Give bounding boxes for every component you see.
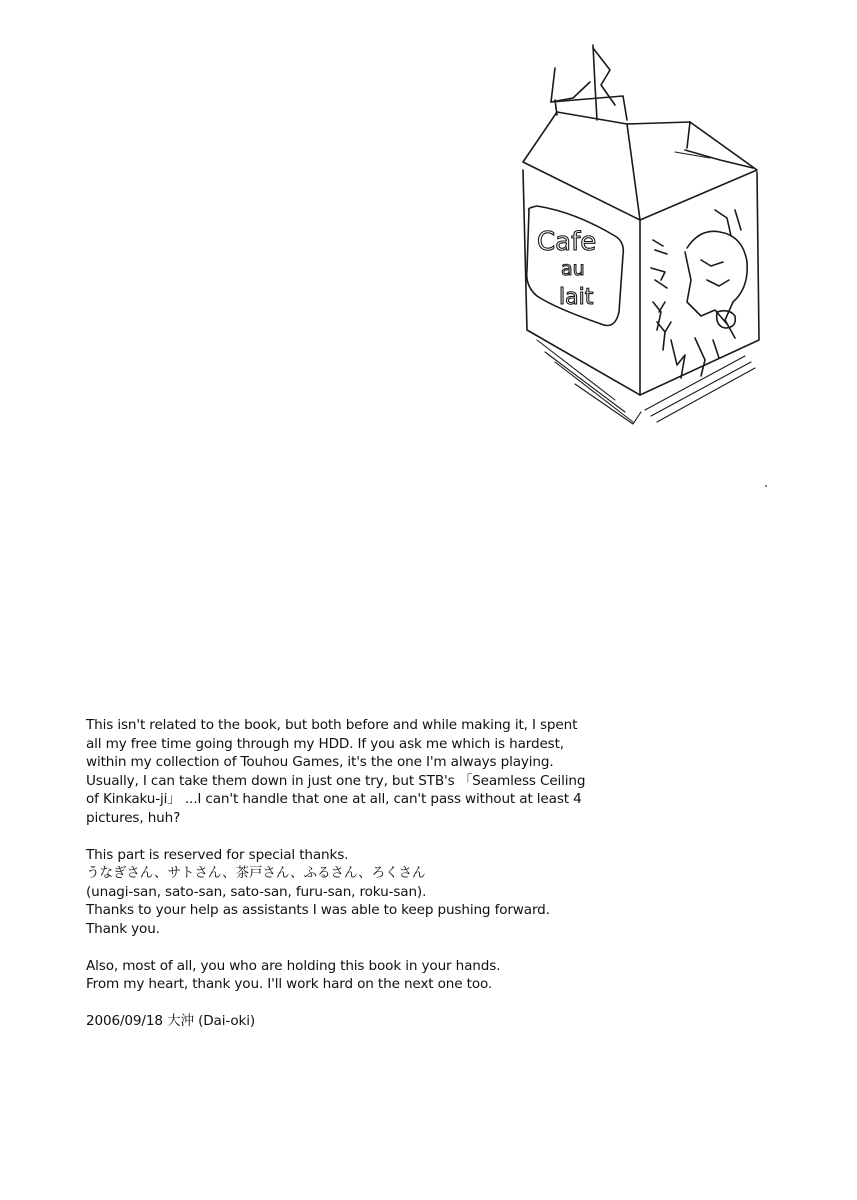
svg-text:au: au <box>561 258 585 280</box>
afterword <box>86 716 646 1049</box>
signature-text: 2006/09/18 大沖 (Dai-oki) <box>86 1013 256 1029</box>
text-line: This part is reserved for special thanks. <box>86 846 349 863</box>
text-line: Thanks to your help as assistants I was able to keep pushing forward. <box>86 902 550 918</box>
text-line: Thank you. <box>86 920 160 937</box>
afterword-paragraph-hdd <box>86 716 646 827</box>
text-line: (unagi-san, sato-san, sato-san, furu-san, roku-san). <box>86 883 427 900</box>
text-line: Also, most of all, you who are holding this book in your hands. <box>86 957 501 974</box>
text-line: of Kinkaku-ji」 ...I can't handle that one at all, can't pass without at least 4 <box>86 791 582 807</box>
text-line: within my collection of Touhou Games, it's the one I'm always playing. <box>86 754 554 770</box>
afterword-paragraph-reader <box>86 957 646 994</box>
text-line: This isn't related to the book, but both before and while making it, I spent <box>86 717 578 733</box>
cafe-au-lait-carton-sketch <box>515 40 765 425</box>
stray-ink-dot <box>765 485 767 487</box>
afterword-paragraph-thanks <box>86 846 646 939</box>
text-line: From my heart, thank you. I'll work hard on the next one too. <box>86 976 493 992</box>
svg-text:Cafe: Cafe <box>537 227 597 257</box>
signature <box>86 1012 646 1031</box>
text-line: Usually, I can take them down in just one try, but STB's 「Seamless Ceiling <box>86 772 586 789</box>
text-line: pictures, huh? <box>86 809 181 826</box>
svg-text:lait: lait <box>559 285 594 310</box>
text-line: うなぎさん、サトさん、茶戸さん、ふるさん、ろくさん <box>86 865 426 881</box>
text-line: all my free time going through my HDD. If you ask me which is hardest, <box>86 735 564 752</box>
